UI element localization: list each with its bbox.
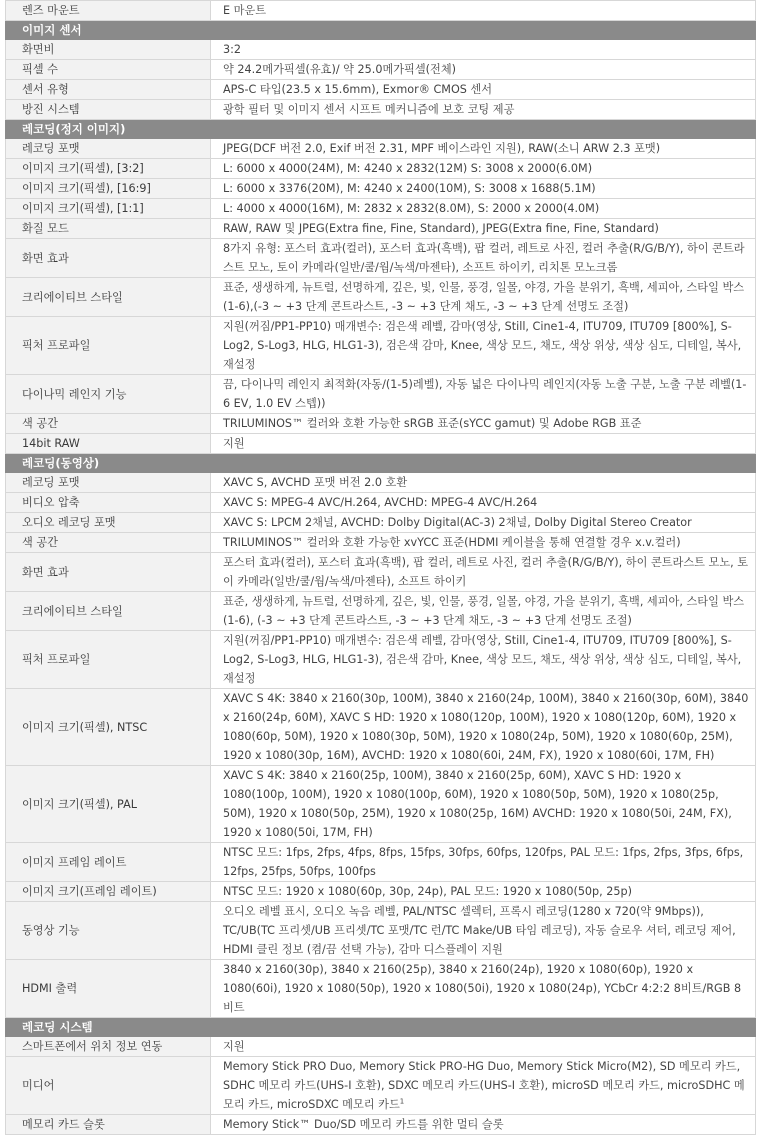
spec-label: 스마트폰에서 위치 정보 연동 bbox=[6, 1037, 211, 1057]
spec-label: 레코딩 포맷 bbox=[6, 139, 211, 159]
section-title: 레코딩(동영상) bbox=[6, 454, 756, 473]
spec-row bbox=[6, 631, 756, 689]
spec-label: 픽처 프로파일 bbox=[6, 631, 211, 689]
spec-label: 이미지 크기(픽셀), [3:2] bbox=[6, 159, 211, 179]
spec-label: 오디오 레코딩 포맷 bbox=[6, 513, 211, 533]
spec-row bbox=[6, 80, 756, 100]
spec-row bbox=[6, 473, 756, 493]
spec-row bbox=[6, 219, 756, 239]
spec-row bbox=[6, 1037, 756, 1057]
spec-value: E 마운트 bbox=[211, 1, 756, 21]
spec-label: 화면 효과 bbox=[6, 239, 211, 278]
spec-value: 표준, 생생하게, 뉴트럴, 선명하게, 깊은, 빛, 인물, 풍경, 일몰, 야경, 가을 분위기, 흑백, 세피아, 스타일 박스(1-6),(-3 ~ +3 단계 콘트라스트, -3 ~ +3 단계 채도, -3 ~ +3 단계 선명도 조절) bbox=[211, 278, 756, 317]
spec-label: 이미지 크기(픽셀), NTSC bbox=[6, 689, 211, 766]
spec-row bbox=[6, 40, 756, 60]
section-header bbox=[6, 454, 756, 473]
spec-label: 이미지 크기(픽셀), [1:1] bbox=[6, 199, 211, 219]
spec-label: 색 공간 bbox=[6, 414, 211, 434]
spec-row bbox=[6, 902, 756, 960]
spec-row bbox=[6, 414, 756, 434]
footnote-marker: 1 bbox=[399, 1097, 405, 1106]
spec-label: 이미지 프레임 레이트 bbox=[6, 843, 211, 882]
section-title: 이미지 센서 bbox=[6, 21, 756, 40]
spec-table bbox=[5, 0, 756, 1135]
section-title: 레코딩 시스템 bbox=[6, 1018, 756, 1037]
spec-value: XAVC S: LPCM 2채널, AVCHD: Dolby Digital(AC-3) 2채널, Dolby Digital Stereo Creator bbox=[211, 513, 756, 533]
spec-row bbox=[6, 766, 756, 843]
spec-row bbox=[6, 199, 756, 219]
spec-label: 화면 효과 bbox=[6, 553, 211, 592]
spec-row bbox=[6, 100, 756, 120]
spec-row bbox=[6, 1, 756, 21]
spec-label: 이미지 크기(프레임 레이트) bbox=[6, 882, 211, 902]
spec-value: 8가지 유형: 포스터 효과(컬러), 포스터 효과(흑백), 팝 컬러, 레트로 사진, 컬러 추출(R/G/B/Y), 하이 콘트라스트 모노, 토이 카메라(일반/쿨/웜/녹색/마젠타), 소프트 하이키, 리치톤 모노크롬 bbox=[211, 239, 756, 278]
spec-value: 지원(꺼짐/PP1-PP10) 매개변수: 검은색 레벨, 감마(영상, Still, Cine1-4, ITU709, ITU709 [800%], S-Log2, S-Log3, HLG, HLG1-3), 검은색 감마, Knee, 색상 모드, 채도, 색상 위상, 색상 심도, 디테일, 복사, 재설정 bbox=[211, 317, 756, 375]
spec-value: XAVC S, AVCHD 포맷 버전 2.0 호환 bbox=[211, 473, 756, 493]
spec-value: 광학 필터 및 이미지 센서 시프트 메커니즘에 보호 코팅 제공 bbox=[211, 100, 756, 120]
spec-value: XAVC S: MPEG-4 AVC/H.264, AVCHD: MPEG-4 AVC/H.264 bbox=[211, 493, 756, 513]
spec-label: 메모리 카드 슬롯 bbox=[6, 1115, 211, 1135]
spec-row bbox=[6, 689, 756, 766]
spec-label: 비디오 압축 bbox=[6, 493, 211, 513]
spec-label: 화질 모드 bbox=[6, 219, 211, 239]
spec-label: 미디어 bbox=[6, 1057, 211, 1115]
spec-row bbox=[6, 139, 756, 159]
spec-row bbox=[6, 843, 756, 882]
spec-label: 렌즈 마운트 bbox=[6, 1, 211, 21]
spec-value: L: 6000 x 3376(20M), M: 4240 x 2400(10M), S: 3008 x 1688(5.1M) bbox=[211, 179, 756, 199]
spec-value: APS-C 타입(23.5 x 15.6mm), Exmor® CMOS 센서 bbox=[211, 80, 756, 100]
spec-row bbox=[6, 278, 756, 317]
spec-value: TRILUMINOS™ 컬러와 호환 가능한 sRGB 표준(sYCC gamut) 및 Adobe RGB 표준 bbox=[211, 414, 756, 434]
spec-value: NTSC 모드: 1920 x 1080(60p, 30p, 24p), PAL 모드: 1920 x 1080(50p, 25p) bbox=[211, 882, 756, 902]
spec-label: 이미지 크기(픽셀), PAL bbox=[6, 766, 211, 843]
spec-value: XAVC S 4K: 3840 x 2160(30p, 100M), 3840 x 2160(24p, 100M), 3840 x 2160(30p, 60M), 3840 x 2160(24p, 60M), XAVC S HD: 1920 x 1080(120p, 100M), 1920 x 1080(120p, 60M), 1920 x 1080(60p, 50M), 1920 x 1080(30p, 50M), 1920 x 1080(24p, 50M), 1920 x 1080(60p, 25M), 1920 x 1080(30p, 16M), AVCHD: 1920 x 1080(60i, 24M, FX), 1920 x 1080(60i, 17M, FH) bbox=[211, 689, 756, 766]
spec-value: 포스터 효과(컬러), 포스터 효과(흑백), 팝 컬러, 레트로 사진, 컬러 추출(R/G/B/Y), 하이 콘트라스트 모노, 토이 카메라(일반/쿨/웜/녹색/마젠타), 소프트 하이키 bbox=[211, 553, 756, 592]
spec-value: Memory Stick™ Duo/SD 메모리 카드를 위한 멀티 슬롯 bbox=[211, 1115, 756, 1135]
spec-value: 약 24.2메가픽셀(유효)/ 약 25.0메가픽셀(전체) bbox=[211, 60, 756, 80]
spec-value: NTSC 모드: 1fps, 2fps, 4fps, 8fps, 15fps, 30fps, 60fps, 120fps, PAL 모드: 1fps, 2fps, 3fps, 6fps, 12fps, 25fps, 50fps, 100fps bbox=[211, 843, 756, 882]
spec-label: 크리에이티브 스타일 bbox=[6, 278, 211, 317]
spec-row bbox=[6, 553, 756, 592]
spec-value: XAVC S 4K: 3840 x 2160(25p, 100M), 3840 x 2160(25p, 60M), XAVC S HD: 1920 x 1080(100p, 100M), 1920 x 1080(100p, 60M), 1920 x 1080(50p, 50M), 1920 x 1080(25p, 50M), 1920 x 1080(50p, 25M), 1920 x 1080(25p, 16M) AVCHD: 1920 x 1080(50i, 24M, FX), 1920 x 1080(50i, 17M, FH) bbox=[211, 766, 756, 843]
section-title: 레코딩(정지 이미지) bbox=[6, 120, 756, 139]
spec-row bbox=[6, 960, 756, 1018]
spec-label: 색 공간 bbox=[6, 533, 211, 553]
spec-value: 지원 bbox=[211, 1037, 756, 1057]
spec-row bbox=[6, 592, 756, 631]
spec-row bbox=[6, 434, 756, 454]
spec-value: 지원(꺼짐/PP1-PP10) 매개변수: 검은색 레벨, 감마(영상, Still, Cine1-4, ITU709, ITU709 [800%], S-Log2, S-Log3, HLG, HLG1-3), 검은색 감마, Knee, 색상 모드, 채도, 색상 위상, 색상 심도, 디테일, 복사, 재설정 bbox=[211, 631, 756, 689]
spec-label: 센서 유형 bbox=[6, 80, 211, 100]
spec-value-text: Memory Stick PRO Duo, Memory Stick PRO-HG Duo, Memory Stick Micro(M2), SD 메모리 카드, SDHC 메모리 카드(UHS-I 호환), SDXC 메모리 카드(UHS-I 호환), microSD 메모리 카드, microSDHC 메모리 카드, microSDXC 메모리 카드 bbox=[223, 1060, 745, 1111]
spec-row bbox=[6, 159, 756, 179]
spec-row bbox=[6, 317, 756, 375]
spec-value: 3840 x 2160(30p), 3840 x 2160(25p), 3840 x 2160(24p), 1920 x 1080(60p), 1920 x 1080(60i), 1920 x 1080(50p), 1920 x 1080(50i), 1920 x 1080(24p), YCbCr 4:2:2 8비트/RGB 8비트 bbox=[211, 960, 756, 1018]
spec-row bbox=[6, 882, 756, 902]
spec-label: 화면비 bbox=[6, 40, 211, 60]
spec-label: 방진 시스템 bbox=[6, 100, 211, 120]
spec-row bbox=[6, 533, 756, 553]
spec-row bbox=[6, 493, 756, 513]
spec-value: L: 4000 x 4000(16M), M: 2832 x 2832(8.0M), S: 2000 x 2000(4.0M) bbox=[211, 199, 756, 219]
spec-row bbox=[6, 239, 756, 278]
spec-label: 14bit RAW bbox=[6, 434, 211, 454]
spec-value: RAW, RAW 및 JPEG(Extra fine, Fine, Standard), JPEG(Extra fine, Fine, Standard) bbox=[211, 219, 756, 239]
spec-label: 크리에이티브 스타일 bbox=[6, 592, 211, 631]
spec-value: 끔, 다이나믹 레인지 최적화(자동/(1-5)레벨), 자동 넓은 다이나믹 레인지(자동 노출 구분, 노출 구분 레벨(1-6 EV, 1.0 EV 스텝)) bbox=[211, 375, 756, 414]
spec-value: 3:2 bbox=[211, 40, 756, 60]
spec-row bbox=[6, 1057, 756, 1115]
spec-label: 동영상 기능 bbox=[6, 902, 211, 960]
spec-label: 픽셀 수 bbox=[6, 60, 211, 80]
spec-label: 픽처 프로파일 bbox=[6, 317, 211, 375]
spec-row bbox=[6, 179, 756, 199]
spec-value: TRILUMINOS™ 컬러와 호환 가능한 xvYCC 표준(HDMI 케이블을 통해 연결할 경우 x.v.컬러) bbox=[211, 533, 756, 553]
spec-value bbox=[211, 1057, 756, 1115]
spec-row bbox=[6, 375, 756, 414]
section-header bbox=[6, 21, 756, 40]
spec-label: HDMI 출력 bbox=[6, 960, 211, 1018]
spec-value: 표준, 생생하게, 뉴트럴, 선명하게, 깊은, 빛, 인물, 풍경, 일몰, 야경, 가을 분위기, 흑백, 세피아, 스타일 박스(1-6), (-3 ~ +3 단계 콘트라스트, -3 ~ +3 단계 채도, -3 ~ +3 단계 선명도 조절) bbox=[211, 592, 756, 631]
spec-table-body bbox=[6, 1, 756, 1135]
spec-value: L: 6000 x 4000(24M), M: 4240 x 2832(12M) S: 3008 x 2000(6.0M) bbox=[211, 159, 756, 179]
section-header bbox=[6, 120, 756, 139]
spec-row bbox=[6, 513, 756, 533]
spec-value: JPEG(DCF 버전 2.0, Exif 버전 2.31, MPF 베이스라인 지원), RAW(소니 ARW 2.3 포맷) bbox=[211, 139, 756, 159]
spec-value: 지원 bbox=[211, 434, 756, 454]
spec-label: 레코딩 포맷 bbox=[6, 473, 211, 493]
spec-row bbox=[6, 1115, 756, 1135]
spec-label: 이미지 크기(픽셀), [16:9] bbox=[6, 179, 211, 199]
spec-label: 다이나믹 레인지 기능 bbox=[6, 375, 211, 414]
spec-value: 오디오 레벨 표시, 오디오 녹음 레벨, PAL/NTSC 셀렉터, 프록시 레코딩(1280 x 720(약 9Mbps)), TC/UB(TC 프리셋/UB 프리셋/TC 포맷/TC 런/TC Make/UB 타임 레코딩), 자동 슬로우 셔터, 레코딩 제어, HDMI 클린 정보 (켬/끔 선택 가능), 감마 디스플레이 지원 bbox=[211, 902, 756, 960]
spec-row bbox=[6, 60, 756, 80]
section-header bbox=[6, 1018, 756, 1037]
